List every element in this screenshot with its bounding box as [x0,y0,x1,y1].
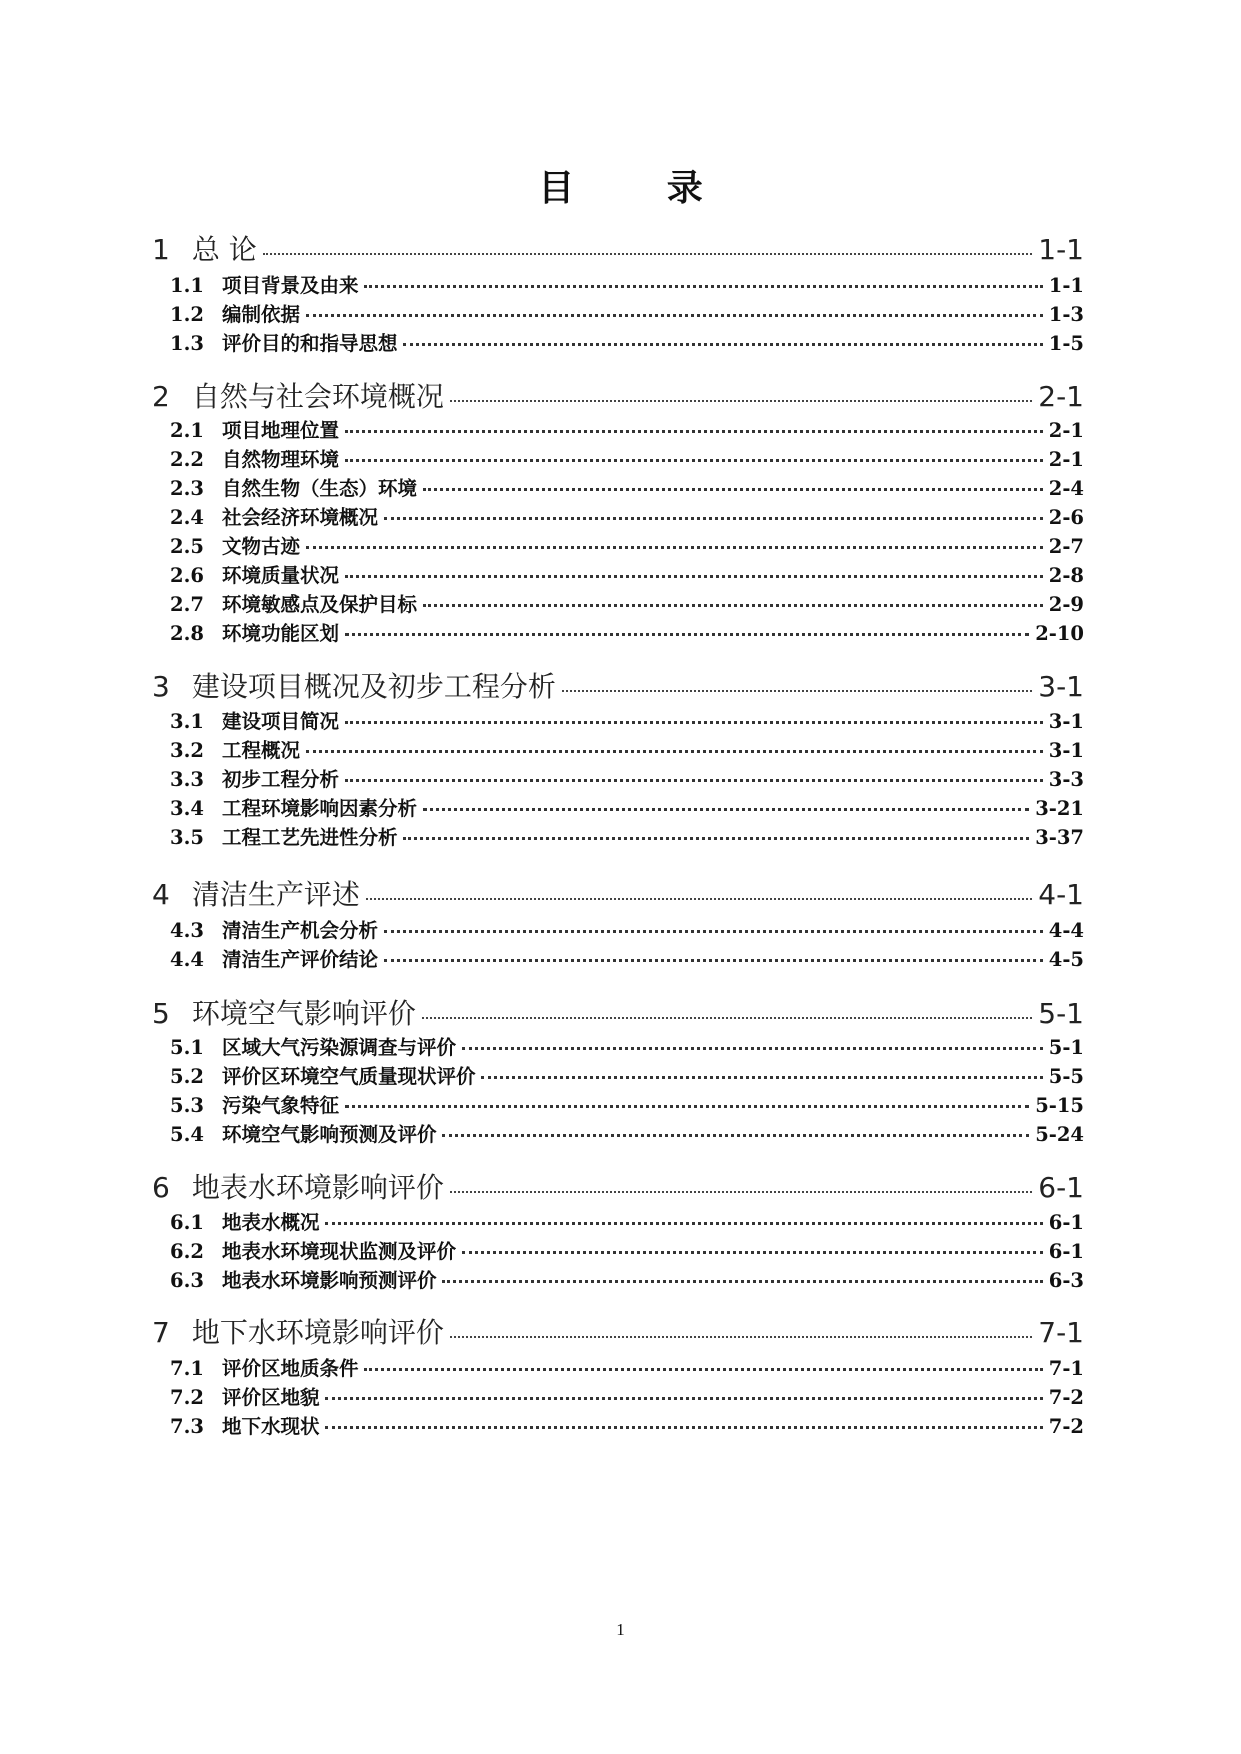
entry-page-ref: 5-5 [1048,1065,1084,1088]
entry-number: 1.2 [170,303,204,326]
entry-title: 评价区环境空气质量现状评价 [221,1065,476,1088]
entry-number: 7.1 [170,1357,204,1380]
dot-leader [345,575,1043,578]
entry-title: 项目背景及由来 [221,274,359,297]
toc-section-entry[interactable] [170,270,1084,298]
entry-title: 环境质量状况 [221,564,339,587]
entry-page-ref: 1-1 [1038,233,1084,266]
entry-title: 地表水环境现状监测及评价 [221,1240,456,1263]
entry-title: 建设项目简况 [221,710,339,733]
entry-number: 7.3 [170,1415,204,1438]
toc-section-entry[interactable] [170,1411,1084,1439]
entry-page-ref: 3-1 [1038,670,1084,703]
toc-chapter-entry[interactable] [152,873,1084,913]
dot-leader [325,1222,1042,1225]
dot-leader [384,959,1043,962]
dot-leader [345,721,1043,724]
entry-number: 6.2 [170,1240,204,1263]
entry-number: 1.3 [170,332,204,355]
toc-section-entry[interactable] [170,299,1084,327]
toc-section-entry[interactable] [170,444,1084,472]
entry-page-ref: 1-5 [1048,332,1084,355]
entry-number: 2.6 [170,564,204,587]
entry-number: 4.3 [170,919,204,942]
entry-title: 初步工程分析 [221,768,339,791]
entry-number: 6.3 [170,1269,204,1292]
entry-page-ref: 2-4 [1048,477,1084,500]
toc-chapter-entry[interactable] [152,665,1084,705]
dot-leader [422,1017,1032,1019]
toc-section-entry[interactable] [170,915,1084,943]
toc-section-entry[interactable] [170,793,1084,821]
dot-leader [325,1397,1042,1400]
entry-number: 2.7 [170,593,204,616]
entry-title: 编制依据 [221,303,300,326]
entry-title: 环境空气影响预测及评价 [221,1123,437,1146]
entry-number: 2.3 [170,477,204,500]
dot-leader [562,690,1032,692]
entry-title: 建设项目概况及初步工程分析 [191,670,556,703]
toc-section-entry[interactable] [170,764,1084,792]
dot-leader [384,517,1043,520]
entry-page-ref: 7-1 [1048,1357,1084,1380]
dot-leader [462,1047,1043,1050]
entry-title: 自然生物（生态）环境 [221,477,417,500]
dot-leader [423,488,1043,491]
entry-title: 总 论 [191,233,257,266]
dot-leader [345,779,1043,782]
dot-leader [442,1134,1029,1137]
dot-leader [423,808,1029,811]
entry-page-ref: 6-3 [1048,1269,1084,1292]
toc-section-entry[interactable] [170,531,1084,559]
entry-title: 自然与社会环境概况 [191,380,444,413]
entry-page-ref: 4-1 [1038,878,1084,911]
entry-number: 3 [152,670,170,703]
entry-title: 环境空气影响评价 [191,997,416,1030]
toc-section-entry[interactable] [170,1090,1084,1118]
toc-chapter-entry[interactable] [152,375,1084,415]
entry-page-ref: 3-3 [1048,768,1084,791]
dot-leader [423,604,1043,607]
toc-section-entry[interactable] [170,589,1084,617]
entry-title: 污染气象特征 [221,1094,339,1117]
dot-leader [345,1105,1029,1108]
entry-page-ref: 5-15 [1035,1094,1084,1117]
entry-page-ref: 2-8 [1048,564,1084,587]
entry-number: 2.2 [170,448,204,471]
toc-section-entry[interactable] [170,1382,1084,1410]
dot-leader [384,930,1043,933]
entry-number: 4.4 [170,948,204,971]
dot-leader [345,430,1043,433]
entry-page-ref: 2-1 [1048,419,1084,442]
dot-leader [481,1076,1042,1079]
entry-number: 1.1 [170,274,204,297]
dot-leader [306,750,1043,753]
dot-leader [364,285,1042,288]
entry-number: 6 [152,1171,170,1204]
entry-number: 3.4 [170,797,204,820]
entry-page-ref: 2-1 [1038,380,1084,413]
entry-number: 2.5 [170,535,204,558]
entry-number: 6.1 [170,1211,204,1234]
entry-page-ref: 2-9 [1048,593,1084,616]
toc-title: 目 录 [538,167,743,209]
entry-number: 5 [152,997,170,1030]
entry-number: 1 [152,233,170,266]
entry-title: 社会经济环境概况 [221,506,378,529]
toc-chapter-entry[interactable] [152,1311,1084,1351]
entry-number: 2.4 [170,506,204,529]
toc-chapter-entry[interactable] [152,228,1084,268]
toc-section-entry[interactable] [170,560,1084,588]
entry-number: 3.3 [170,768,204,791]
entry-number: 5.4 [170,1123,204,1146]
entry-page-ref: 7-2 [1048,1415,1084,1438]
toc-section-entry[interactable] [170,473,1084,501]
entry-page-ref: 7-1 [1038,1316,1084,1349]
entry-title: 地表水概况 [221,1211,320,1234]
entry-number: 5.1 [170,1036,204,1059]
entry-page-ref: 3-37 [1035,826,1084,849]
toc-section-entry[interactable] [170,1265,1084,1293]
entry-title: 清洁生产评价结论 [221,948,378,971]
entry-page-ref: 5-1 [1038,997,1084,1030]
dot-leader [345,459,1043,462]
toc-section-entry[interactable] [170,735,1084,763]
toc-section-entry[interactable] [170,618,1084,646]
entry-title: 区域大气污染源调查与评价 [221,1036,456,1059]
toc-section-entry[interactable] [170,1119,1084,1147]
entry-title: 工程概况 [221,739,300,762]
dot-leader [442,1280,1042,1283]
entry-page-ref: 5-24 [1035,1123,1084,1146]
entry-title: 环境敏感点及保护目标 [221,593,417,616]
entry-title: 清洁生产机会分析 [221,919,378,942]
dot-leader [306,314,1043,317]
dot-leader [403,343,1042,346]
entry-title: 工程环境影响因素分析 [221,797,417,820]
toc-section-entry[interactable] [170,328,1084,356]
entry-title: 评价目的和指导思想 [221,332,398,355]
entry-page-ref: 4-4 [1048,919,1084,942]
entry-page-ref: 6-1 [1048,1240,1084,1263]
entry-number: 7 [152,1316,170,1349]
dot-leader [366,898,1032,900]
entry-title: 评价区地质条件 [221,1357,359,1380]
entry-title: 地表水环境影响评价 [191,1171,444,1204]
entry-page-ref: 2-10 [1035,622,1084,645]
entry-number: 5.2 [170,1065,204,1088]
entry-page-ref: 5-1 [1048,1036,1084,1059]
entry-page-ref: 2-6 [1048,506,1084,529]
entry-number: 2.8 [170,622,204,645]
toc-section-entry[interactable] [170,822,1084,850]
entry-number: 2.1 [170,419,204,442]
toc-section-entry[interactable] [170,944,1084,972]
toc-section-entry[interactable] [170,415,1084,443]
entry-page-ref: 7-2 [1048,1386,1084,1409]
entry-page-ref: 3-1 [1048,739,1084,762]
entry-title: 文物古迹 [221,535,300,558]
entry-title: 环境功能区划 [221,622,339,645]
entry-title: 工程工艺先进性分析 [221,826,398,849]
entry-title: 清洁生产评述 [191,878,360,911]
entry-number: 3.2 [170,739,204,762]
entry-page-ref: 3-1 [1048,710,1084,733]
entry-title: 地下水环境影响评价 [191,1316,444,1349]
toc-section-entry[interactable] [170,706,1084,734]
entry-page-ref: 2-1 [1048,448,1084,471]
dot-leader [450,1336,1032,1338]
dot-leader [403,837,1029,840]
dot-leader [462,1251,1043,1254]
entry-number: 7.2 [170,1386,204,1409]
toc-chapter-entry[interactable] [152,992,1084,1032]
entry-number: 4 [152,878,170,911]
toc-section-entry[interactable] [170,1061,1084,1089]
entry-page-ref: 6-1 [1038,1171,1084,1204]
dot-leader [450,1191,1032,1193]
page-number: 1 [616,1620,625,1639]
toc-section-entry[interactable] [170,502,1084,530]
entry-page-ref: 1-1 [1048,274,1084,297]
entry-number: 2 [152,380,170,413]
entry-title: 自然物理环境 [221,448,339,471]
entry-page-ref: 6-1 [1048,1211,1084,1234]
entry-title: 项目地理位置 [221,419,339,442]
dot-leader [364,1368,1042,1371]
entry-page-ref: 4-5 [1048,948,1084,971]
toc-section-entry[interactable] [170,1236,1084,1264]
toc-section-entry[interactable] [170,1353,1084,1381]
dot-leader [306,546,1043,549]
toc-section-entry[interactable] [170,1207,1084,1235]
entry-title: 地表水环境影响预测评价 [221,1269,437,1292]
toc-section-entry[interactable] [170,1032,1084,1060]
entry-page-ref: 3-21 [1035,797,1084,820]
entry-title: 地下水现状 [221,1415,320,1438]
entry-number: 3.1 [170,710,204,733]
entry-page-ref: 1-3 [1048,303,1084,326]
dot-leader [263,253,1033,255]
entry-title: 评价区地貌 [221,1386,320,1409]
entry-page-ref: 2-7 [1048,535,1084,558]
toc-chapter-entry[interactable] [152,1166,1084,1206]
dot-leader [345,633,1029,636]
entry-number: 5.3 [170,1094,204,1117]
dot-leader [325,1426,1042,1429]
entry-number: 3.5 [170,826,204,849]
dot-leader [450,400,1032,402]
